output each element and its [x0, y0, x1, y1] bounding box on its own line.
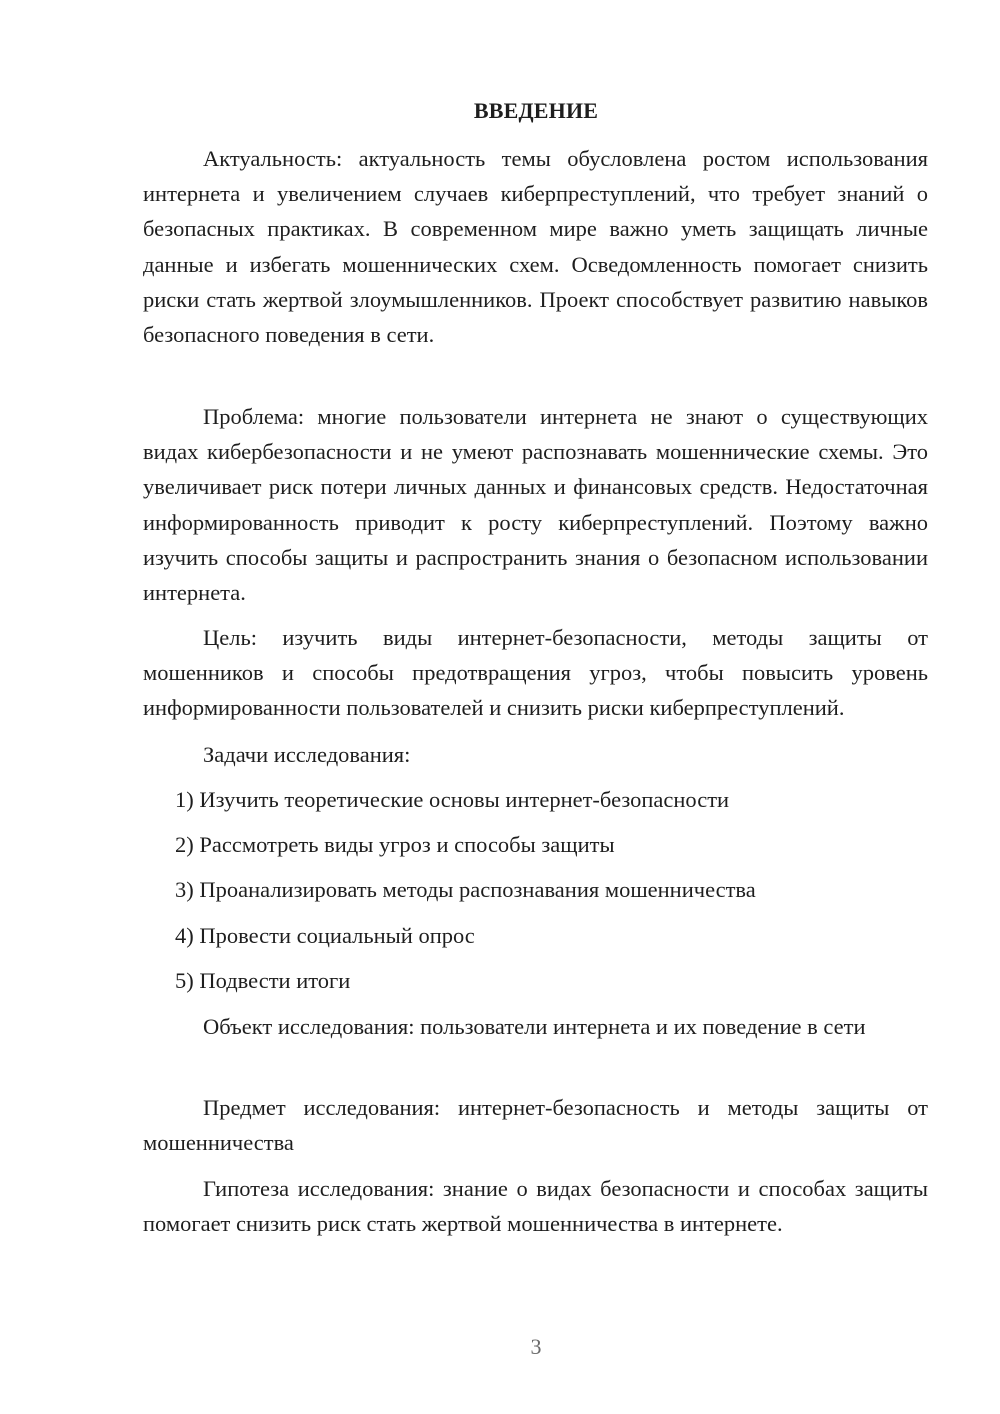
task-list-item: 4) Провести социальный опрос — [175, 923, 475, 948]
task-list-item: 1) Изучить теоретические основы интернет-безопасности — [175, 787, 730, 812]
page-number: 3 — [530, 1334, 542, 1359]
section-title: ВВЕДЕНИЕ — [473, 98, 599, 123]
paragraph-subject: Предмет исследования: интернет-безопасность и методы защиты от мошенничества — [143, 1095, 928, 1156]
paragraph-goal: Цель: изучить виды интернет-безопасности, методы защиты от мошенников и способы предотвращения угроз, чтобы повысить уровень информированности пользователей и снизить риски киберпреступлений. — [143, 625, 928, 721]
tasks-heading: Задачи исследования: — [203, 742, 411, 767]
paragraph-problem: Проблема: многие пользователи интернета не знают о существующих видах кибербезопасности и не умеют распознавать мошеннические схемы. Это увеличивает риск потери личных данных и финансовых средств. Недостаточная информированность приводит к росту киберпреступлений. Поэтому важно изучить способы защиты и распространить знания о безопасном использовании интернета. — [143, 404, 928, 606]
task-list-item: 3) Проанализировать методы распознавания мошенничества — [175, 877, 756, 902]
task-list-item: 2) Рассмотреть виды угроз и способы защиты — [175, 832, 615, 857]
paragraph-object: Объект исследования: пользователи интернета и их поведение в сети — [203, 1014, 866, 1039]
task-list-item: 5) Подвести итоги — [175, 968, 351, 993]
paragraph-hypothesis: Гипотеза исследования: знание о видах безопасности и способах защиты помогает снизить риск стать жертвой мошенничества в интернете. — [143, 1176, 928, 1237]
paragraph-relevance: Актуальность: актуальность темы обусловлена ростом использования интернета и увеличением случаев киберпреступлений, что требует знаний о безопасных практиках. В современном мире важно уметь защищать личные данные и избегать мошеннических схем. Осведомленность помогает снизить риски стать жертвой злоумышленников. Проект способствует развитию навыков безопасного поведения в сети. — [143, 146, 928, 348]
